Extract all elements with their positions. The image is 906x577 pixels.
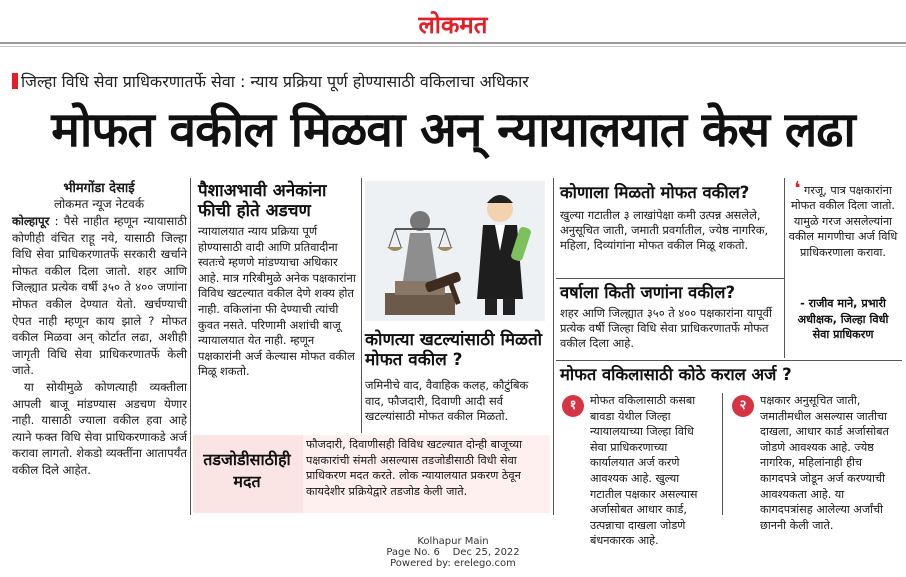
step-number-2: २	[732, 395, 754, 417]
section-who-title: कोणाला मिळतो मोफत वकील?	[560, 183, 750, 202]
byline-agency: लोकमत न्यूज नेटवर्क	[53, 197, 145, 211]
column-rule	[190, 178, 191, 515]
section-money-body: न्यायालयात न्याय प्रक्रिया पूर्ण होण्यासाठी वादी आणि प्रतिवादीना स्वतःचे म्हणणे मांडण्याचा अधिकार आहे. मात्र गरिबीमुळे अनेक पक्षकारांना विविध खटल्यात वकील देणे शक्य होत नाही. वकिलांना फी देण्याची त्यांची कुवत नसते. परिणामी अशांची बाजू न्यायालयात येत नाही. म्हणून पक्षकारांनी अर्ज केल्यास मोफत वकील मिळू शकतो.	[198, 224, 356, 379]
quote-text: गरजू, पात्र पक्षकारांना मोफत वकील दिला जातो. यामुळे गरज असलेल्यांना वकील मागणीचा अर्ज विधि प्राधिकरणाला करावा.	[788, 184, 898, 259]
section-rule	[556, 360, 902, 361]
section-cases-title: कोणत्या खटल्यांसाठी मिळतो मोफत वकील ?	[365, 330, 543, 370]
section-who-body: खुल्या गटातील ३ लाखांपेक्षा कमी उत्पन्न असलेले, अनुसूचित जाती, जमाती प्रवर्गातील, ज्येष्ठ नागरिक, महिला, दिव्यांगांना मोफत वकील मिळू शकतो.	[560, 208, 769, 253]
column-rule	[553, 178, 554, 515]
section-rule	[556, 278, 784, 279]
kicker-text: जिल्हा विधि सेवा प्राधिकरणातर्फे सेवा : न्याय प्रक्रिया पूर्ण होण्यासाठी वकिलाचा अधिकार	[21, 72, 529, 91]
lokmat-logo: लोकमत	[418, 10, 488, 39]
step-number-1: १	[562, 395, 584, 417]
kicker	[12, 70, 897, 92]
kicker-bar	[12, 73, 18, 89]
footer-page: Page No. 6 Dec 25, 2022	[386, 547, 520, 558]
lead-paragraph-1: : पैसे नाहीत म्हणून न्यायासाठी कोणीही वंचित राहू नये, यासाठी जिल्हा विधि सेवा प्राधिकरणातर्फे सरकारी खर्चाने मोफत वकील दिला जातो. शहर आणि जिल्ह्यात प्रत्येक वर्षी ३५० ते ४०० जणांना मोफत वकील देण्यात येतो. खर्चण्याची ऐपत नाही म्हणून काय झाले ? मोफत वकील मिळवा अन् कोर्टात लढा, अशीही जागृती विधि सेवा प्राधिकरणातर्फे केली जाते.	[12, 214, 187, 378]
apply-step-2-text: पक्षकार अनुसूचित जाती, जमातीमधील असल्यास जातीचा दाखला, आधार कार्ड अर्जासोबत जोडणे आवश्यक आहे. ज्येष्ठ नागरिक, महिलांनाही हीच कागदपत्रे जोडून अर्ज करण्याची आवश्यकता आहे. या कागदपत्रांसह आलेल्या अर्जांची छाननी केली जाते.	[760, 394, 889, 532]
section-count-body: शहर आणि जिल्ह्यात ३५० ते ४०० पक्षकारांना यापूर्वी प्रत्येक वर्षी जिल्हा विधि सेवा प्राधिकरणातर्फे मोफत वकील दिला आहे.	[560, 306, 772, 351]
quote-author: - राजीव माने, प्रभारी अधीक्षक, जिल्हा विधी सेवा प्राधिकरण	[797, 297, 889, 342]
column-rule	[722, 393, 723, 515]
section-settlement-body: फौजदारी, दिवाणीसही विविध खटल्यात दोन्ही बाजूच्या पक्षकारांची संमती असल्यास तडजोडीसाठी विधी सेवा प्राधिकरण मदत करते. लोक न्यायालयात प्रकरण ठेवून कायदेशीर प्रक्रियेद्वारे तडजोड केली जाते.	[306, 438, 523, 498]
apply-step-2	[730, 393, 895, 533]
masthead-divider-thin	[0, 46, 906, 47]
footer-powered: Powered by: erelego.com	[390, 558, 516, 569]
section-count-title: वर्षाला किती जणांना वकील?	[560, 283, 736, 302]
footer-edition: Kolhapur Main	[417, 536, 489, 547]
page-footer	[0, 536, 906, 569]
lead-paragraph-2: या सोयीमुळे कोणत्याही व्यक्तीला आपली बाजू मांडण्यास अडचण येणार नाही. यासाठी ज्याला वकील हवा आहे त्याने फक्त विधि सेवा प्राधिकरणाकडे अर्ज करावा लागतो. शेकडो व्यक्तींना आतापर्यंत वकील दिले आहेत.	[12, 379, 187, 477]
section-apply-title: मोफत वकिलासाठी कोठे कराल अर्ज ?	[560, 365, 792, 384]
byline-name: भीमगोंडा देसाई	[63, 181, 135, 196]
dateline-place: कोल्हापूर	[12, 214, 50, 228]
section-money-title: पैशाअभावी अनेकांना फीची होते अडचण	[198, 181, 327, 221]
headline: मोफत वकील मिळवा अन् न्यायालयात केस लढा	[51, 102, 855, 158]
section-cases-body: जमिनीचे वाद, वैवाहिक कलह, कौटुंबिक वाद, फौजदारी, दिवाणी आदी सर्व खटल्यांसाठी मोफत वकील मिळतो.	[365, 378, 529, 424]
quote-mark-icon: ❛	[794, 178, 801, 199]
lady-justice-lawyer-illustration	[365, 181, 545, 321]
apply-step-1	[560, 393, 710, 549]
column-rule	[361, 178, 362, 433]
pull-quote	[788, 178, 898, 260]
section-settlement-title: तडजोडीसाठीही मदत	[203, 450, 291, 491]
apply-step-1-text: मोफत वकिलासाठी कसबा बावडा येथील जिल्हा न्यायालयाच्या जिल्हा विधि सेवा प्राधिकरणाच्या कार्यालयात अर्ज करणे आवश्यक आहे. खुल्या गटातील पक्षकार असल्यास अर्जासोबत आधार कार्ड, उत्पन्नाचा दाखला जोडणे बंधनकारक आहे.	[590, 394, 698, 548]
justice-illustration	[365, 181, 545, 321]
lead-article	[12, 213, 187, 479]
column-rule	[784, 178, 785, 358]
masthead-divider	[0, 42, 906, 44]
